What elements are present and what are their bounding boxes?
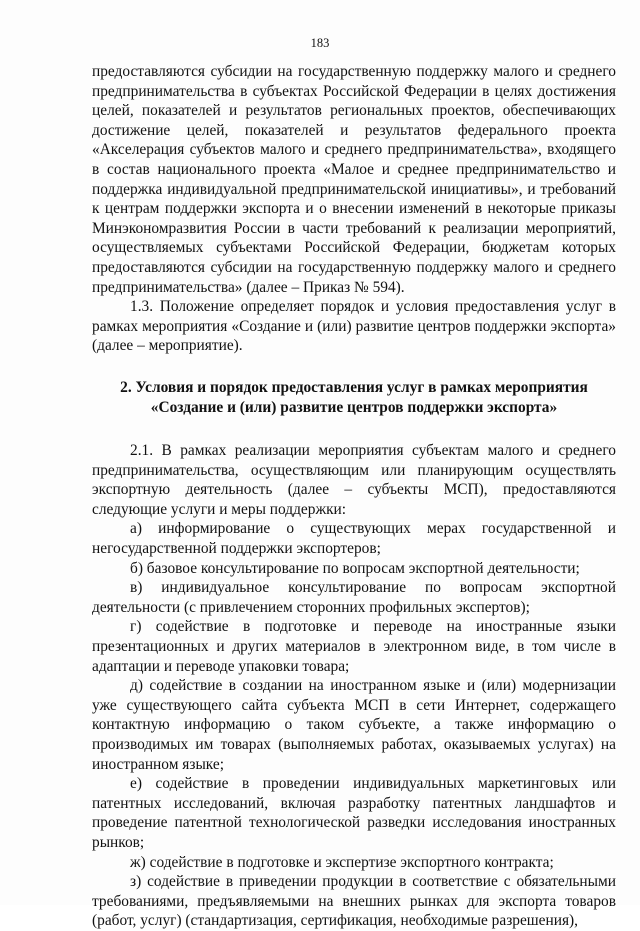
list-item-zh: ж) содействие в подготовке и экспертизе экспортного контракта;: [130, 853, 554, 871]
list-item-v: в) индивидуальное консультирование по вопросам экспортной деятельности (с привлечением сторонних профильных экспертов);: [92, 579, 616, 616]
section-heading-line-1: 2. Условия и порядок предоставления услуг в рамках мероприятия: [120, 378, 588, 396]
paragraph-2-1: 2.1. В рамках реализации мероприятия субъектам малого и среднего предпринимательства, осуществляющим или планирующим осуществлять экспортную деятельность (далее – субъекты МСП), предоставляются следующие услуги и меры поддержки:: [92, 442, 616, 518]
list-item-e: е) содействие в проведении индивидуальных маркетинговых или патентных исследований, включая разработку патентных ландшафтов и проведение патентной технологической разведки исследования иностранных рынков;: [92, 775, 616, 851]
list-item-d: д) содействие в создании на иностранном языке и (или) модернизации уже существующего сайта субъекта МСП в сети Интернет, содержащего контактную информацию о таком субъекте, а также информацию о производимых им товарах (выполняемых работах, оказываемых услугах) на иностранном языке;: [92, 677, 616, 773]
section-heading: [92, 378, 616, 417]
section-heading-line-2: «Создание и (или) развитие центров поддержки экспорта»: [150, 398, 558, 416]
list-item-z: з) содействие в приведении продукции в соответствие с обязательными требованиями, предъявляемыми на внешних рынках для экспорта товаров (работ, услуг) (стандартизация, сертификация, необходимые разрешения),: [92, 873, 616, 930]
page-number: 183: [310, 36, 330, 50]
list-item-b: б) базовое консультирование по вопросам экспортной деятельности;: [130, 559, 580, 577]
document-body: [92, 62, 616, 931]
paragraph-continuation: предоставляются субсидии на государственную поддержку малого и среднего предпринимательства в субъектах Российской Федерации в целях достижения целей, показателей и результатов региональных проектов, обеспечивающих достижение целей, показателей и результатов федерального проекта «Акселерация субъектов малого и среднего предпринимательства», входящего в состав национального проекта «Малое и среднее предпринимательство и поддержка индивидуальной предпринимательской инициативы», и требований к центрам поддержки экспорта и о внесении изменений в некоторые приказы Минэкономразвития России в части требований к реализации мероприятий, осуществляемых субъектами Российской Федерации, бюджетам которых предоставляются субсидии на государственную поддержку малого и среднего предпринимательства» (далее – Приказ № 594).: [92, 63, 616, 296]
list-item-g: г) содействие в подготовке и переводе на иностранные языки презентационных и других материалов в электронном виде, в том числе в адаптации и переводе упаковки товара;: [92, 618, 616, 675]
paragraph-1-3: 1.3. Положение определяет порядок и условия предоставления услуг в рамках мероприятия «Создание и (или) развитие центров поддержки экспорта» (далее – мероприятие).: [92, 298, 616, 355]
list-item-a: а) информирование о существующих мерах государственной и негосударственной поддержки экспортеров;: [92, 520, 616, 558]
